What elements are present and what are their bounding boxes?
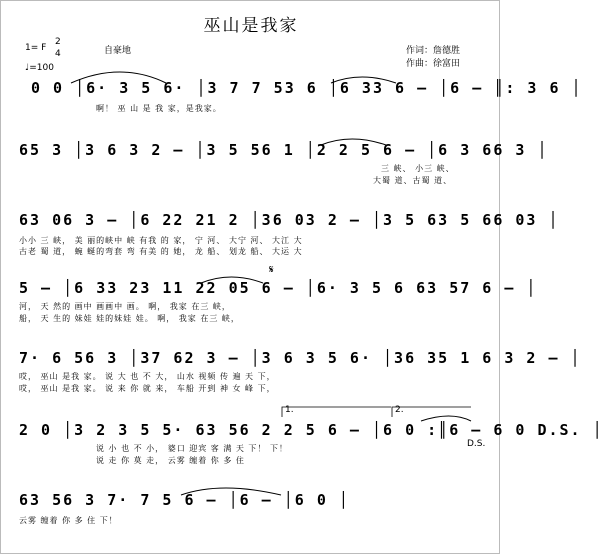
- meter-top: 2: [55, 37, 61, 47]
- notation-row-6: 2 0 │3 2 3 5 5· 63 56 2 2 5 6 – │6 0 :║6 – 6 0 D.S. │: [19, 421, 604, 439]
- lyrics-row-5-line-2: 哎， 巫山 是我 家。 说 来 你 就 来， 车船 开到 神 女 峰 下，: [19, 384, 276, 393]
- lyrics-row-2-line-1: 三 峡、 小三 峡、: [381, 164, 455, 173]
- notation-row-2: 65 3 │3 6 3 2 – │3 5 56 1 │2 2 5 6 – │6 3 66 3 │: [19, 141, 549, 159]
- lyrics-row-1-line-1: 啊！ 巫 山 是 我 家，是我家。: [96, 104, 222, 113]
- lyrics-row-5-line-1: 哎， 巫山 是我 家。 说 大 也 不 大， 山水 视频 传 遍 天 下，: [19, 372, 276, 381]
- notation-row-1: 0 0 │6· 3 5 6· │3 7 7 53 6 │6 33 6 – │6 – ║: 3 6 │: [31, 79, 583, 97]
- notation-row-3: 63 06 3 – │6 22 21 2 │36 03 2 – │3 5 63 5 66 03 │: [19, 211, 560, 229]
- lyrics-row-4-line-2: 船， 天 生的 妹娃 娃的妹娃 娃。 啊， 我家 在三 峡，: [19, 314, 240, 323]
- volta-1-bracket: [282, 407, 391, 417]
- volta-1-label: 1.: [285, 405, 294, 415]
- lyrics-row-6-line-2: 说 走 你 莫 走， 云雾 缠着 你 多 住: [96, 456, 245, 465]
- volta-2-bracket: [392, 407, 471, 417]
- tempo-marking: ♩=100: [25, 63, 54, 73]
- volta-2-label: 2.: [395, 405, 404, 415]
- lyrics-row-3-line-2: 古老 蜀 道， 蜿 蜒的弯套 弯 有美 的 她， 龙 船、 划龙 船、 大运 大: [19, 247, 303, 256]
- composer-credit: 作曲：徐富田: [406, 59, 461, 69]
- lyrics-row-4-line-1: 河， 天 然的 画中 画画中 画。 啊， 我家 在三 峡，: [19, 302, 231, 311]
- notation-row-5: 7· 6 56 3 │37 62 3 – │3 6 3 5 6· │36 35 1 6 3 2 – │: [19, 349, 582, 367]
- lyrics-row-3-line-1: 小小 三 峡， 美 丽的峡中 峡 有我 的 家， 宁 河、 大宁 河、 大江 大: [19, 236, 303, 245]
- segno-sign-icon: 𝄋: [269, 263, 274, 276]
- key-signature: 1= F: [25, 43, 47, 53]
- lyrics-row-6-line-1: 说 小 也 不 小， 婆口 迎宾 客 满 天 下！ 下！: [96, 444, 288, 453]
- meter-bottom: 4: [55, 49, 61, 59]
- expression-marking: 自豪地: [104, 46, 132, 56]
- notation-row-7: 63 56 3 7· 7 5 6 – │6 – │6 0 │: [19, 491, 350, 509]
- lyrics-row-2-line-2: 大蜀 道、古蜀 道、: [373, 176, 453, 185]
- lyricist-credit: 作词：詹德胜: [406, 46, 461, 56]
- lyrics-row-7-line-1: 云雾 缠着 你 多 住 下！: [19, 516, 118, 525]
- dal-segno-marking: D.S.: [467, 439, 486, 449]
- notation-row-4: 5 – │6 33 23 11 22 05 6 – │6· 3 5 6 63 57 6 – │: [19, 279, 538, 297]
- song-title: 巫山是我家: [203, 16, 299, 36]
